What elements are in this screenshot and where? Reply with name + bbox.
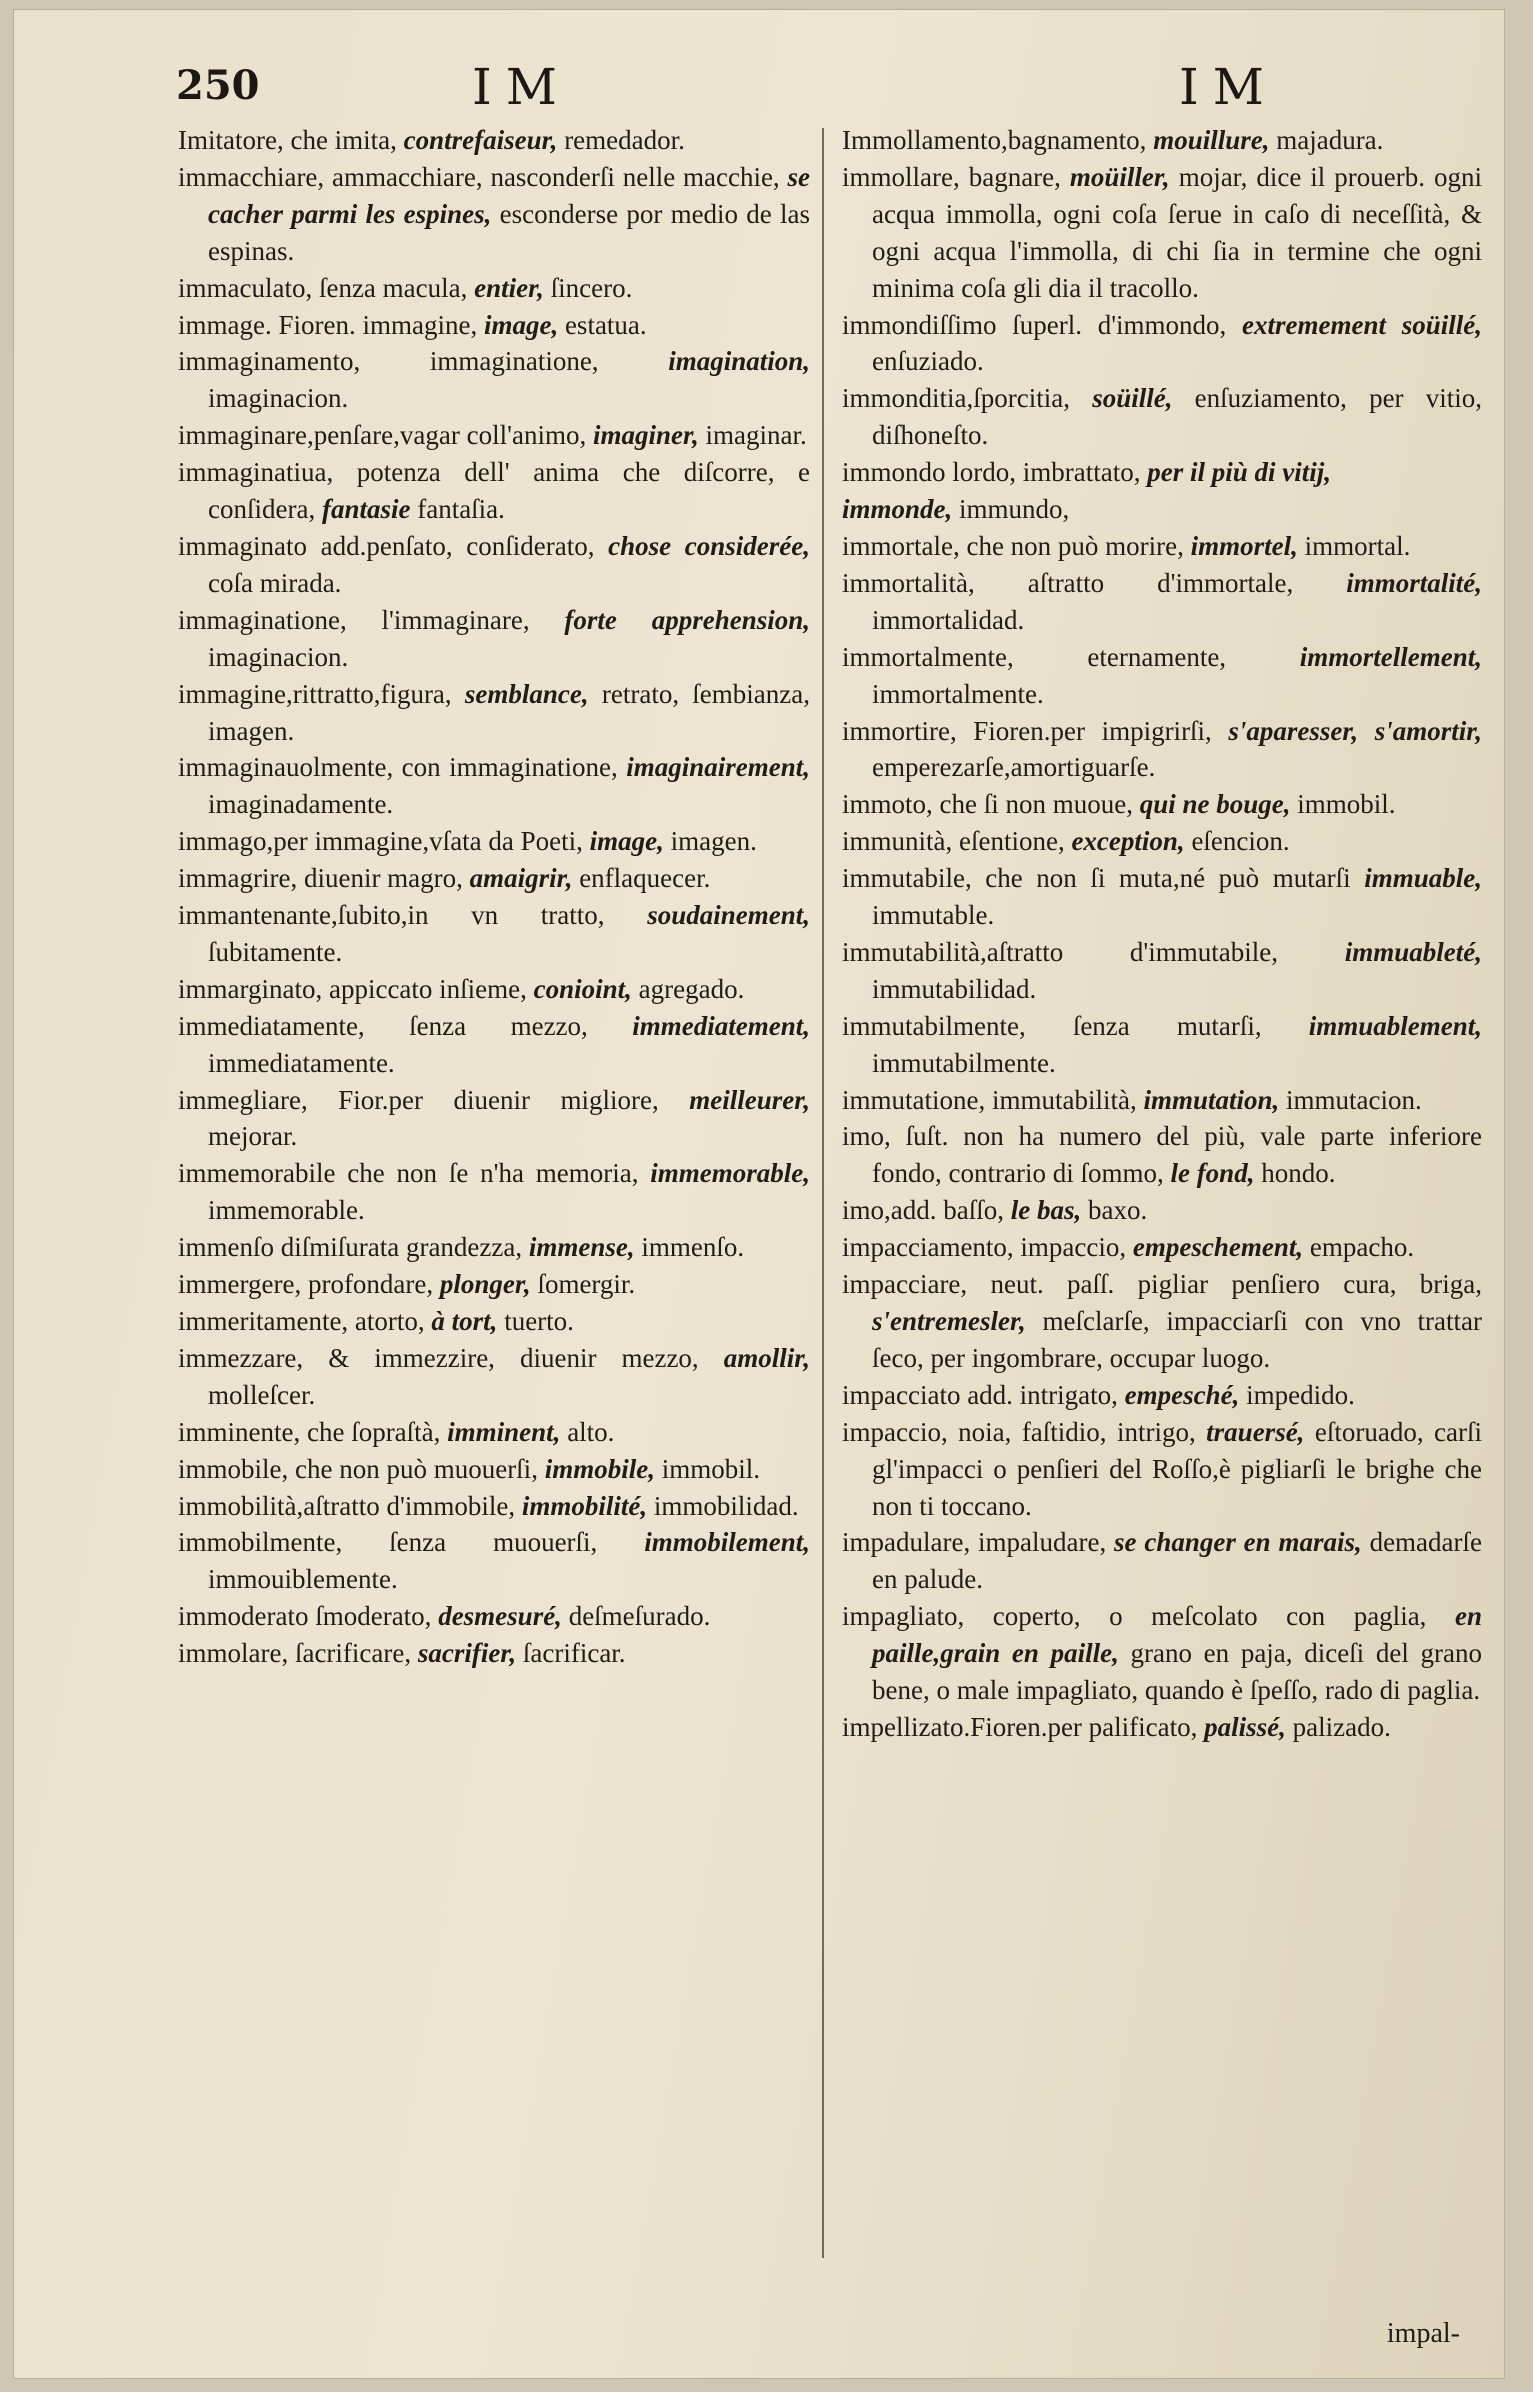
entry-spanish: estatua. — [564, 309, 647, 340]
entry-french: immortel, — [1190, 530, 1298, 561]
entry-headword-gloss: immaginato add.penſato, conſiderato, — [178, 530, 595, 561]
entry-spanish: immortal. — [1304, 530, 1411, 561]
entry-headword-gloss: immortalmente, eternamente, — [842, 641, 1227, 672]
right-column — [842, 122, 1482, 1746]
entry-french: s'entremesler, — [872, 1306, 1026, 1336]
entry-spanish: imagen. — [670, 826, 757, 857]
entry-french: soüillé, — [1092, 383, 1173, 414]
entry-headword-gloss: impacciato add. intrigato, — [842, 1379, 1118, 1410]
entry-spanish: fantaſia. — [417, 494, 505, 525]
entry-spanish: majadura. — [1276, 125, 1384, 155]
entry-french: sacrifier, — [417, 1638, 517, 1669]
dictionary-entry — [842, 491, 1482, 528]
entry-headword-gloss: immaculato, ſenza macula, — [178, 272, 468, 303]
entry-headword-gloss: immaginauolmente, con immaginatione, — [178, 752, 618, 783]
entry-french: palissé, — [1204, 1711, 1286, 1742]
entry-french: contrefaiseur, — [403, 125, 558, 155]
entry-spanish: immutabilmente. — [872, 1047, 1056, 1078]
right-column-heading: IM — [1179, 58, 1278, 116]
entry-french: le bas, — [1010, 1195, 1082, 1226]
entry-spanish: immortalmente. — [872, 678, 1044, 709]
entry-headword-gloss: immergere, profondare, — [178, 1269, 434, 1300]
entry-french: immortalité, — [1346, 567, 1483, 598]
catchword: impal- — [1386, 2318, 1460, 2349]
entry-french: immemorable, — [650, 1158, 811, 1189]
dictionary-entry — [842, 380, 1482, 454]
left-column-heading: IM — [472, 58, 571, 116]
dictionary-entry — [842, 122, 1482, 159]
entry-headword-gloss: impacciare, neut. paſſ. pigliar penſiero cura, briga, — [842, 1269, 1482, 1300]
entry-french: immuableté, — [1344, 936, 1482, 967]
entry-spanish: deſmeſurado. — [568, 1601, 711, 1632]
entry-headword-gloss: immezzare, & immezzire, diuenir mezzo, — [178, 1342, 699, 1373]
dictionary-entry — [178, 1008, 810, 1082]
entry-french: immobile, — [544, 1453, 655, 1484]
entry-french: à tort, — [431, 1306, 498, 1336]
dictionary-page — [14, 10, 1504, 2378]
entry-spanish: imaginacion. — [208, 641, 349, 672]
entry-spanish: immouiblemente. — [208, 1564, 398, 1595]
entry-french: le fond, — [1170, 1158, 1255, 1189]
dictionary-entry — [842, 159, 1482, 307]
entry-french: desmesuré, — [438, 1601, 562, 1632]
entry-headword-gloss: immantenante,ſubito,in vn tratto, — [178, 900, 605, 931]
dictionary-entry — [178, 897, 810, 971]
entry-french: imagination, — [668, 346, 810, 377]
entry-headword-gloss: immutabile, che non ſi muta,né può mutarſi — [842, 863, 1351, 894]
dictionary-entry — [178, 860, 810, 897]
entry-french: per il più di vitij, — [1147, 457, 1331, 488]
dictionary-entry — [842, 565, 1482, 639]
dictionary-entry — [178, 1155, 810, 1229]
dictionary-entry — [178, 270, 810, 307]
entry-spanish: mejorar. — [208, 1121, 298, 1152]
entry-french: immobilité, — [521, 1490, 648, 1521]
dictionary-entry — [178, 122, 810, 159]
entry-french: meilleurer, — [689, 1084, 811, 1115]
entry-spanish: immutable. — [872, 900, 995, 931]
dictionary-entry — [178, 417, 810, 454]
entry-spanish: ſincero. — [550, 272, 633, 303]
entry-spanish: enflaquecer. — [579, 863, 711, 894]
dictionary-entry — [178, 1303, 810, 1340]
dictionary-entry — [178, 1524, 810, 1598]
dictionary-entry — [842, 713, 1482, 787]
entry-french: trauersé, — [1206, 1416, 1305, 1447]
entry-spanish: immediatamente. — [208, 1047, 395, 1078]
dictionary-entry — [178, 823, 810, 860]
dictionary-entry — [842, 934, 1482, 1008]
entry-spanish: agregado. — [638, 973, 745, 1004]
entry-spanish: emperezarſe,amortiguarſe. — [872, 752, 1156, 783]
entry-spanish: alto. — [567, 1416, 615, 1447]
entry-french: forte apprehension, — [564, 604, 810, 635]
dictionary-entry — [178, 1266, 810, 1303]
entry-french: imminent, — [447, 1416, 561, 1447]
entry-french: s'aparesser, s'amortir, — [1228, 715, 1482, 746]
entry-headword-gloss: immonditia,ſporcitia, — [842, 383, 1070, 414]
entry-headword-gloss: immage. Fioren. immagine, — [178, 309, 478, 340]
entry-french: conioint, — [533, 973, 632, 1004]
dictionary-entry — [842, 1082, 1482, 1119]
entry-spanish: ſubitamente. — [208, 936, 343, 967]
entry-french: immense, — [528, 1232, 635, 1263]
dictionary-entry — [178, 1598, 810, 1635]
entry-headword-gloss: immagine,rittratto,figura, — [178, 678, 452, 709]
dictionary-entry — [842, 1229, 1482, 1266]
dictionary-entry — [842, 1598, 1482, 1709]
entry-headword-gloss: immemorabile che non ſe n'ha memoria, — [178, 1158, 639, 1189]
entry-spanish: enſuziado. — [872, 346, 984, 377]
entry-headword-gloss: immobilità,aſtratto d'immobile, — [178, 1490, 516, 1521]
entry-spanish: mojar, dice il prouerb. ogni acqua immolla, ogni coſa ſerue in caſo di neceſſità, & ogni acqua l'immolla, di chi ſia in termine che ogni minima coſa gli dia il tracollo. — [872, 161, 1482, 303]
entry-french: imaginer, — [592, 420, 699, 451]
entry-french: image, — [589, 826, 664, 857]
entry-french: se cacher parmi les espines, — [208, 161, 810, 229]
dictionary-entry — [842, 786, 1482, 823]
entry-spanish: immortalidad. — [872, 604, 1025, 635]
column-divider — [822, 128, 824, 2258]
left-column — [178, 122, 810, 1672]
entry-headword-gloss: immortire, Fioren.per impigrirſi, — [842, 715, 1212, 746]
entry-headword-gloss: imo,add. baſſo, — [842, 1195, 1004, 1226]
entry-headword-gloss: immobilmente, ſenza muouerſi, — [178, 1527, 598, 1558]
dictionary-entry — [178, 454, 810, 528]
entry-headword-gloss: imminente, che ſopraſtà, — [178, 1416, 441, 1447]
entry-french: imaginairement, — [626, 752, 811, 783]
entry-french: immortellement, — [1299, 641, 1482, 672]
entry-headword-gloss: immutatione, immutabilità, — [842, 1084, 1137, 1115]
entry-french: chose considerée, — [608, 530, 810, 561]
dictionary-entry — [178, 1635, 810, 1672]
entry-spanish: meſclarſe, impacciarſi con vno trattar ſeco, per ingombrare, occupar luogo. — [872, 1306, 1483, 1373]
entry-french: image, — [483, 309, 559, 340]
entry-french: amaigrir, — [469, 863, 573, 894]
entry-french: immobilement, — [644, 1527, 810, 1558]
entry-headword-gloss: Immollamento,bagnamento, — [842, 125, 1147, 155]
entry-headword-gloss: immediatamente, ſenza mezzo, — [178, 1010, 588, 1041]
dictionary-entry — [178, 159, 810, 270]
entry-french: amollir, — [723, 1342, 811, 1373]
entry-spanish: remedador. — [564, 125, 685, 155]
entry-spanish: empacho. — [1309, 1232, 1415, 1263]
entry-headword-gloss: immolare, ſacrificare, — [178, 1638, 412, 1669]
entry-spanish: enſuziamento, per vitio, diſhoneſto. — [872, 383, 1483, 451]
dictionary-entry — [842, 823, 1482, 860]
running-header — [14, 58, 1504, 128]
entry-headword-gloss: impaccio, noia, faſtidio, intrigo, — [842, 1416, 1196, 1447]
dictionary-entry — [842, 1709, 1482, 1746]
dictionary-entry — [178, 602, 810, 676]
entry-french: soudainement, — [647, 900, 811, 931]
entry-spanish: ſacrificar. — [522, 1638, 626, 1669]
entry-headword-gloss: immago,per immagine,vſata da Poeti, — [178, 826, 583, 857]
entry-headword-gloss: Imitatore, che imita, — [178, 125, 397, 155]
entry-spanish: coſa mirada. — [208, 567, 342, 598]
entry-french: immuablement, — [1308, 1010, 1482, 1041]
entry-spanish: immutabilidad. — [872, 973, 1037, 1004]
entry-headword-gloss: immagrire, diuenir magro, — [178, 863, 463, 894]
entry-french: mouillure, — [1153, 125, 1270, 155]
dictionary-entry — [178, 971, 810, 1008]
dictionary-entry — [842, 860, 1482, 934]
entry-spanish: baxo. — [1087, 1195, 1148, 1226]
entry-french: exception, — [1071, 826, 1185, 857]
dictionary-entry — [842, 1414, 1482, 1525]
entry-headword-gloss: impagliato, coperto, o meſcolato con paglia, — [842, 1601, 1427, 1632]
entry-spanish: retrato, ſembianza, imagen. — [208, 678, 810, 746]
dictionary-entry — [178, 676, 810, 750]
dictionary-entry — [178, 1082, 810, 1156]
entry-spanish: palizado. — [1292, 1711, 1391, 1742]
dictionary-entry — [842, 454, 1482, 491]
entry-headword-gloss: immaginare,penſare,vagar coll'animo, — [178, 420, 587, 451]
entry-spanish: ſomergir. — [537, 1269, 636, 1300]
entry-spanish: immobil. — [1297, 789, 1396, 820]
entry-spanish: tuerto. — [504, 1306, 574, 1336]
entry-spanish: eſencion. — [1191, 826, 1290, 857]
entry-headword-gloss: immaginamento, immaginatione, — [178, 346, 599, 377]
dictionary-entry — [842, 639, 1482, 713]
entry-spanish: eſtoruado, carſi gl'impacci o penſieri del Roſſo,è pigliarſi le brighe che non ti toccano. — [872, 1416, 1482, 1521]
dictionary-entry — [178, 1229, 810, 1266]
entry-headword-gloss: immoderato ſmoderato, — [178, 1601, 432, 1632]
dictionary-entry — [178, 343, 810, 417]
entry-french: immediatement, — [632, 1010, 811, 1041]
entry-headword-gloss: immutabilmente, ſenza mutarſi, — [842, 1010, 1262, 1041]
dictionary-entry — [842, 528, 1482, 565]
entry-french: qui ne bouge, — [1139, 789, 1291, 820]
entry-french: immonde, — [842, 494, 953, 525]
entry-french: entier, — [474, 272, 544, 303]
entry-headword-gloss: immortale, che non può morire, — [842, 530, 1184, 561]
dictionary-entry — [842, 1118, 1482, 1192]
dictionary-entry — [842, 1192, 1482, 1229]
entry-headword-gloss: immondiſſimo ſuperl. d'immondo, — [842, 309, 1227, 340]
entry-spanish: demadarſe en palude. — [872, 1527, 1482, 1595]
entry-headword-gloss: impacciamento, impaccio, — [842, 1232, 1127, 1263]
entry-french: immutation, — [1143, 1084, 1280, 1115]
entry-headword-gloss: immarginato, appiccato inſieme, — [178, 973, 527, 1004]
dictionary-entry — [178, 528, 810, 602]
entry-headword-gloss: immeritamente, atorto, — [178, 1306, 425, 1336]
entry-french: empesché, — [1124, 1379, 1240, 1410]
dictionary-entry — [842, 1377, 1482, 1414]
entry-spanish: imaginadamente. — [208, 789, 394, 820]
entry-headword-gloss: imo, ſuſt. non ha numero del più, vale parte inferiore fondo, contrario di ſommo, — [842, 1121, 1482, 1189]
dictionary-entry — [178, 1451, 810, 1488]
entry-french: moüiller, — [1069, 161, 1170, 192]
page-number: 250 — [176, 62, 260, 109]
entry-french: se changer en marais, — [1114, 1527, 1362, 1558]
dictionary-entry — [178, 1340, 810, 1414]
dictionary-entry — [842, 1524, 1482, 1598]
entry-french: fantasie — [321, 494, 411, 525]
entry-french: en paille,grain en paille, — [872, 1601, 1483, 1669]
dictionary-entry — [842, 1008, 1482, 1082]
entry-headword-gloss: immaginatiua, potenza dell' anima che diſcorre, e conſidera, — [178, 457, 810, 525]
entry-headword-gloss: immegliare, Fior.per diuenir migliore, — [178, 1084, 659, 1115]
dictionary-entry — [842, 1266, 1482, 1377]
entry-headword-gloss: impadulare, impaludare, — [842, 1527, 1107, 1558]
entry-headword-gloss: immoto, che ſi non muoue, — [842, 789, 1133, 820]
entry-headword-gloss: impellizato.Fioren.per palificato, — [842, 1711, 1198, 1742]
entry-spanish: imaginar. — [705, 420, 807, 451]
entry-spanish: molleſcer. — [208, 1379, 316, 1410]
entry-spanish: impedido. — [1246, 1379, 1355, 1410]
entry-spanish: immobil. — [661, 1453, 760, 1484]
dictionary-entry — [178, 1414, 810, 1451]
entry-french: empeschement, — [1132, 1232, 1304, 1263]
entry-headword-gloss: immortalità, aſtratto d'immortale, — [842, 567, 1294, 598]
entry-headword-gloss: immunità, eſentione, — [842, 826, 1065, 857]
entry-spanish: immemorable. — [208, 1195, 365, 1226]
entry-spanish: imaginacion. — [208, 383, 349, 414]
dictionary-entry — [178, 1488, 810, 1525]
entry-headword-gloss: immollare, bagnare, — [842, 161, 1061, 192]
entry-spanish: grano en paja, diceſi del grano bene, o male impagliato, quando è ſpeſſo, rado di paglia. — [872, 1638, 1482, 1706]
entry-headword-gloss: immutabilità,aſtratto d'immutabile, — [842, 936, 1279, 967]
entry-headword-gloss: immaginatione, l'immaginare, — [178, 604, 530, 635]
dictionary-entry — [178, 307, 810, 344]
entry-spanish: esconderse por medio de las espinas. — [208, 198, 810, 266]
entry-headword-gloss: immondo lordo, imbrattato, — [842, 457, 1141, 488]
entry-spanish: immundo, — [959, 494, 1070, 525]
entry-french: immuable, — [1364, 863, 1482, 894]
entry-headword-gloss: immobile, che non può muouerſi, — [178, 1453, 538, 1484]
entry-spanish: immutacion. — [1286, 1084, 1422, 1115]
entry-french: semblance, — [464, 678, 589, 709]
entry-french: extremement soüillé, — [1242, 309, 1482, 340]
dictionary-entry — [842, 307, 1482, 381]
entry-headword-gloss: immacchiare, ammacchiare, nasconderſi nelle macchie, — [178, 161, 780, 192]
entry-headword-gloss: immenſo diſmiſurata grandezza, — [178, 1232, 523, 1263]
dictionary-entry — [178, 749, 810, 823]
entry-spanish: immenſo. — [641, 1232, 745, 1263]
entry-french: plonger, — [439, 1269, 531, 1300]
entry-spanish: immobilidad. — [653, 1490, 799, 1521]
entry-spanish: hondo. — [1261, 1158, 1336, 1189]
